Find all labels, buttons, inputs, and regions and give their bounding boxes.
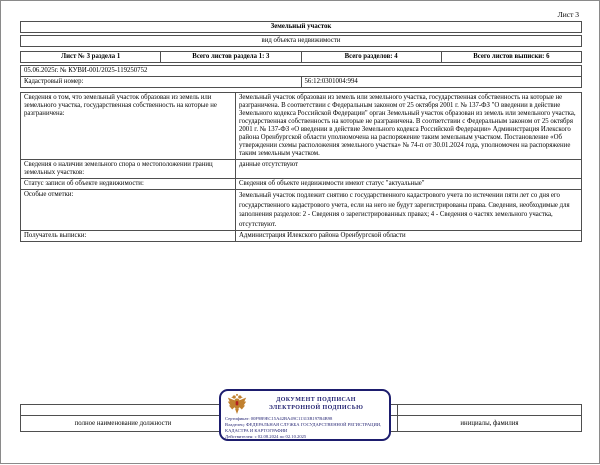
stamp-owner: Владелец: ФЕДЕРАЛЬНАЯ СЛУЖБА ГОСУДАРСТВЕННОЙ РЕГИСТРАЦИИ, КАДАСТРА И КАРТОГРАФИИ — [225, 422, 382, 433]
stamp-title-line1: ДОКУМЕНТ ПОДПИСАН — [276, 397, 356, 403]
details-table — [20, 92, 582, 242]
cadastral-number-label: Кадастровый номер: — [21, 77, 302, 88]
coat-of-arms-eagle-icon — [227, 393, 247, 415]
detail-label: Сведения о том, что земельный участок образован из земель или земельного участка, государственная собственность на которые не разграничена: — [21, 93, 236, 160]
document-page — [1, 1, 600, 465]
blank-space — [1, 242, 600, 404]
sheet-number-label: Лист 3 — [557, 10, 579, 19]
table-row — [21, 160, 582, 179]
table-row — [21, 93, 582, 160]
table-row — [21, 179, 582, 190]
table-row — [21, 231, 582, 242]
detail-value: Земельный участок образован из земель или земельного участка, государственная собственность на которые не разграничена. В соответствии с Федеральным законом от 25 октября 2001 г. № 137-ФЗ "О введении в действие Земельного кодекса Российской Федерации" орган Земельный участок образован из земель или земельного участка, государственная собственность на которые не разграничена. В соответствии с Федеральным законом от 25 октября 2001 г. № 137-ФЗ «О введении в действие Земельного кодекса Российской Федерации» Администрация Илекского района Оренбургской области уполномочена на распоряжение таким земельным участком. Постановление «Об утверждении схемы расположения земельного участка» № 74-п от 30.01.2024 года, уполномочен на распоряжение таким земельным участком. — [236, 93, 582, 160]
stamp-certificate: Сертификат: 00F9B9EC15A42BA49C11313B197B4B98 — [225, 416, 333, 421]
sheet-info-cell: Лист № 3 раздела 1 — [21, 52, 161, 63]
sheet-info-table — [20, 51, 582, 63]
detail-value: Земельный участок подлежит снятию с государственного кадастрового учета по истечении пяти лет со дня его государственного кадастрового учета, если на него не будут зарегистрированы права. Сведения, необходимые для заполнения разделов: 2 - Сведения о зарегистрированных правах; 4 - Сведения о частях земельного участка, отсутствуют. — [236, 190, 582, 231]
detail-value: данные отсутствуют — [236, 160, 582, 179]
detail-value: Администрация Илекского района Оренбургской области — [236, 231, 582, 242]
stamp-validity: Действителен: с 02.08.2024 по 02.10.2025 — [225, 434, 307, 440]
detail-label: Статус записи об объекте недвижимости: — [21, 179, 236, 190]
stamp-title-line2: ЭЛЕКТРОННОЙ ПОДПИСЬЮ — [268, 405, 364, 411]
detail-value: Сведения об объекте недвижимости имеют статус "актуальные" — [236, 179, 582, 190]
signature-stamp — [219, 389, 391, 441]
sheet-info-cell: Всего листов выписки: 6 — [441, 52, 581, 63]
cadastral-number-value: 56:12:0301004:994 — [301, 77, 582, 88]
detail-label: Получатель выписки: — [21, 231, 236, 242]
name-caption: инициалы, фамилия — [398, 416, 582, 432]
table-row — [21, 190, 582, 231]
object-type-caption: вид объекта недвижимости — [20, 35, 582, 47]
object-type-table — [20, 19, 582, 49]
date-number-cell: 05.06.2025г. № КУВИ-001/2025-119250752 — [21, 66, 582, 77]
object-type-title: Земельный участок — [20, 21, 582, 33]
detail-label: Сведения о наличии земельного спора о местоположении границ земельных участков: — [21, 160, 236, 179]
sheet-info-cell: Всего разделов: 4 — [301, 52, 441, 63]
position-caption: полное наименование должности — [21, 416, 226, 432]
sheet-info-cell: Всего листов раздела 1: 3 — [161, 52, 301, 63]
document-meta-table — [20, 65, 582, 88]
detail-label: Особые отметки: — [21, 190, 236, 231]
